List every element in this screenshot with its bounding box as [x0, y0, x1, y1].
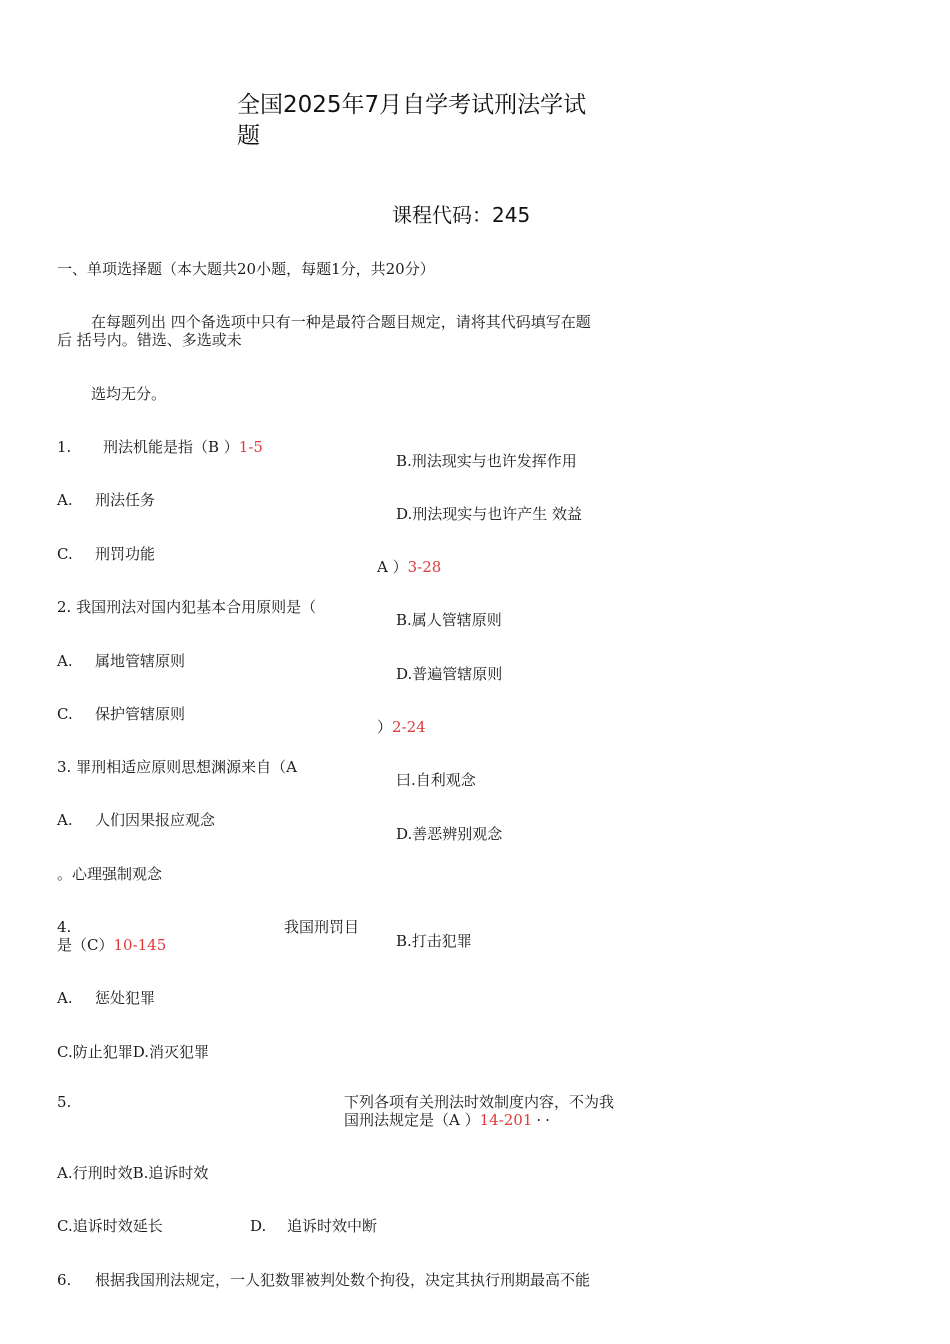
q5-stem-line2: 国刑法规定是（A ）14-201 ·· — [344, 1111, 554, 1129]
q6-stem: 根据我国刑法规定，一人犯数罪被判处数个拘役，决定其执行刑期最高不能 — [95, 1271, 591, 1289]
course-code: 课程代码：245 — [392, 203, 531, 227]
q3-option-b: 曰.自利观念 — [396, 771, 476, 789]
q4-option-a-text: 惩处犯罪 — [95, 989, 156, 1007]
doc-title-line1: 全国2025年7月自学考试刑法学试 — [237, 92, 587, 118]
q2-option-b: B.属人管辖原则 — [396, 611, 502, 629]
q3-option-d: D.善恶辨别观念 — [396, 825, 503, 843]
q4-options-cd: C.防止犯罪D.消灭犯罪 — [57, 1043, 209, 1061]
q2-answer: A ）3-28 — [377, 558, 442, 576]
q1-option-c-text: 刑罚功能 — [95, 545, 156, 563]
q5-dots: ·· — [536, 1111, 554, 1129]
q5-stem-line1: 下列各项有关刑法时效制度内容，不为我 — [344, 1093, 615, 1111]
q4-option-b: B.打击犯罪 — [396, 932, 472, 950]
q2-option-c-text: 保护管辖原则 — [95, 705, 186, 723]
q3-stem: 3. 罪刑相适应原则思想渊源来自（A — [57, 758, 297, 776]
instructions-line1: 在每题列出 四个备选项中只有一种是最符合题目规定，请将其代码填写在题 — [91, 313, 591, 331]
q1-option-a-text: 刑法任务 — [95, 491, 156, 509]
q1-option-d: D.刑法现实与也许产生 效益 — [396, 505, 583, 523]
q5-number: 5. — [57, 1093, 72, 1111]
q5-option-c: C.追诉时效延长 — [57, 1217, 163, 1235]
q4-stem-right: 我国刑罚目 — [284, 918, 360, 936]
q1-option-c-letter: C. — [57, 545, 73, 563]
q4-stem-line2: 是（C）10-145 — [57, 936, 167, 954]
q1-stem: 刑法机能是指（B ）1-5 — [103, 438, 263, 456]
instructions-line2: 后 括号内。错选、多选或未 — [57, 331, 242, 349]
q5-reference: 14-201 — [479, 1111, 533, 1129]
q3-answer: ）2-24 — [377, 718, 426, 736]
q2-option-a-text: 属地管辖原则 — [95, 652, 186, 670]
q5-option-d-letter: D. — [250, 1217, 267, 1235]
q1-option-b: B.刑法现实与也许发挥作用 — [396, 452, 577, 470]
q4-number: 4. — [57, 918, 72, 936]
q3-option-c: 。心理强制观念 — [57, 865, 163, 883]
q5-option-d-text: 追诉时效中断 — [287, 1217, 378, 1235]
q4-option-a-letter: A. — [57, 989, 73, 1007]
section-heading: 一、单项选择题（本大题共20小题，每题1分，共20分） — [57, 260, 435, 278]
q2-option-d: D.普遍管辖原则 — [396, 665, 503, 683]
q3-option-a-letter: A. — [57, 811, 73, 829]
q2-reference: 3-28 — [407, 558, 442, 576]
q3-reference: 2-24 — [392, 718, 426, 736]
q2-option-a-letter: A. — [57, 652, 73, 670]
instructions-line3: 选均无分。 — [91, 385, 167, 403]
q1-reference: 1-5 — [238, 438, 263, 456]
q3-option-a-text: 人们因果报应观念 — [95, 811, 216, 829]
q5-options-ab: A.行刑时效B.追诉时效 — [57, 1164, 209, 1182]
q2-stem: 2. 我国刑法对国内犯基本合用原则是（ — [57, 598, 317, 616]
q6-number: 6. — [57, 1271, 72, 1289]
q1-option-a-letter: A. — [57, 491, 73, 509]
doc-title-line2: 题 — [237, 123, 260, 149]
q4-reference: 10-145 — [113, 936, 167, 954]
q2-option-c-letter: C. — [57, 705, 73, 723]
q1-number: 1. — [57, 438, 72, 456]
